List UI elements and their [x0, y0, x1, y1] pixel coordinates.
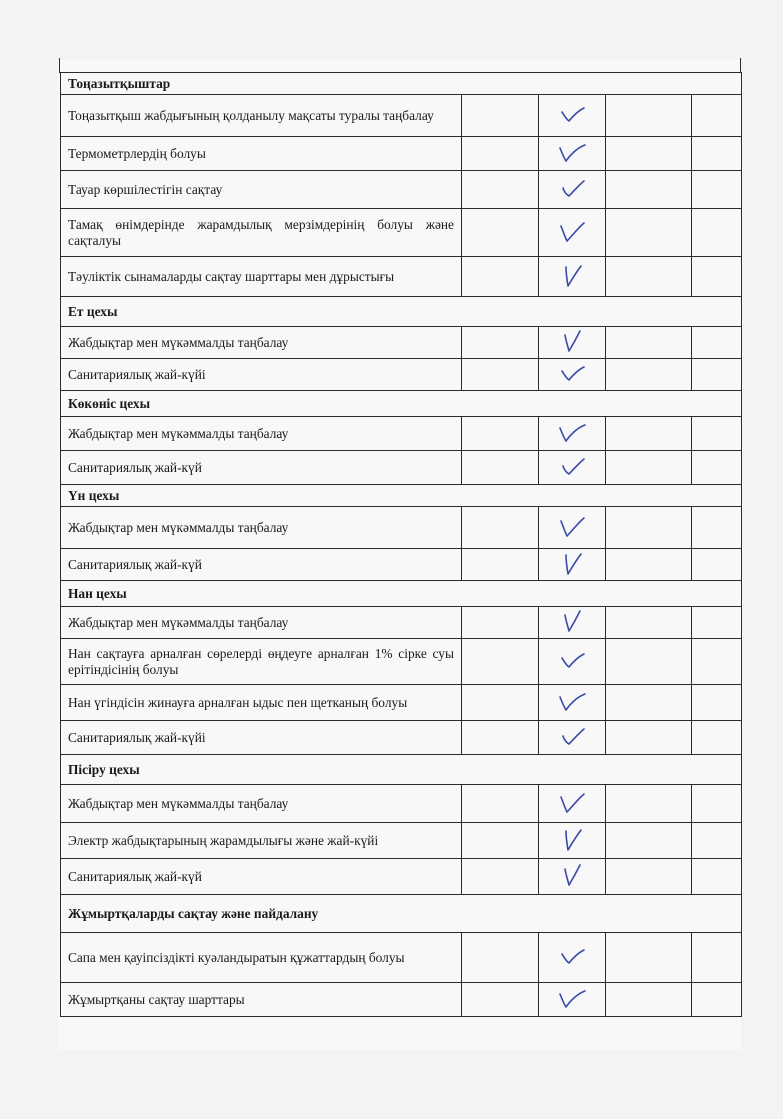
- response-cell-blank[interactable]: [692, 451, 742, 485]
- response-cell-blank[interactable]: [606, 95, 692, 137]
- row-label: Санитариялық жай-күй: [61, 549, 462, 581]
- response-cell-check[interactable]: [539, 823, 606, 859]
- response-cell-blank[interactable]: [606, 933, 692, 983]
- response-cell-blank[interactable]: [692, 983, 742, 1017]
- checkmark-icon: [557, 103, 587, 129]
- table-row: [61, 507, 742, 549]
- row-label: Жабдықтар мен мүкәммалды таңбалау: [61, 327, 462, 359]
- response-cell-check[interactable]: [539, 933, 606, 983]
- row-label: Санитариялық жай-күй: [61, 859, 462, 895]
- section-header-row: [61, 485, 742, 507]
- response-cell-blank[interactable]: [692, 327, 742, 359]
- response-cell-blank[interactable]: [692, 171, 742, 209]
- section-title: Үн цехы: [61, 485, 742, 507]
- checkmark-icon: [557, 725, 587, 751]
- checkmark-icon: [557, 330, 587, 356]
- section-title: Ет цехы: [61, 297, 742, 327]
- response-cell-blank[interactable]: [606, 507, 692, 549]
- response-cell-check[interactable]: [539, 327, 606, 359]
- table-row: [61, 685, 742, 721]
- table-row: [61, 359, 742, 391]
- response-cell-check[interactable]: [539, 639, 606, 685]
- response-cell-check[interactable]: [539, 171, 606, 209]
- response-cell-blank[interactable]: [462, 639, 539, 685]
- section-title: Көкөніс цехы: [61, 391, 742, 417]
- response-cell-blank[interactable]: [462, 607, 539, 639]
- section-title: Тоңазытқыштар: [61, 73, 742, 95]
- response-cell-blank[interactable]: [606, 171, 692, 209]
- response-cell-blank[interactable]: [606, 823, 692, 859]
- section-header-row: [61, 755, 742, 785]
- section-header-row: [61, 73, 742, 95]
- table-row: [61, 209, 742, 257]
- row-label: Санитариялық жай-күйі: [61, 721, 462, 755]
- response-cell-check[interactable]: [539, 95, 606, 137]
- row-label: Тәуліктік сынамаларды сақтау шарттары мен дұрыстығы: [61, 257, 462, 297]
- response-cell-blank[interactable]: [462, 721, 539, 755]
- section-header-row: [61, 297, 742, 327]
- checkmark-icon: [557, 552, 587, 578]
- row-label: Санитариялық жай-күйі: [61, 359, 462, 391]
- row-label: Жабдықтар мен мүкәммалды таңбалау: [61, 417, 462, 451]
- response-cell-blank[interactable]: [606, 685, 692, 721]
- checkmark-icon: [557, 610, 587, 636]
- response-cell-check[interactable]: [539, 859, 606, 895]
- response-cell-blank[interactable]: [692, 639, 742, 685]
- row-label: Нан сақтауға арналған сөрелерді өңдеуге арналған 1% сірке суы ерітіндісінің болуы: [61, 639, 462, 685]
- table-row: [61, 549, 742, 581]
- checkmark-icon: [557, 362, 587, 388]
- table-row: [61, 327, 742, 359]
- checkmark-icon: [557, 141, 587, 167]
- response-cell-check[interactable]: [539, 209, 606, 257]
- row-label: Жабдықтар мен мүкәммалды таңбалау: [61, 607, 462, 639]
- response-cell-blank[interactable]: [462, 417, 539, 451]
- response-cell-blank[interactable]: [462, 257, 539, 297]
- response-cell-blank[interactable]: [462, 859, 539, 895]
- table-row: [61, 137, 742, 171]
- table-row: [61, 933, 742, 983]
- section-title: Пісіру цехы: [61, 755, 742, 785]
- checkmark-icon: [557, 177, 587, 203]
- response-cell-check[interactable]: [539, 685, 606, 721]
- response-cell-check[interactable]: [539, 417, 606, 451]
- table-top-left-stub: [59, 58, 60, 73]
- row-label: Термометрлердің болуы: [61, 137, 462, 171]
- response-cell-check[interactable]: [539, 451, 606, 485]
- response-cell-blank[interactable]: [462, 933, 539, 983]
- response-cell-blank[interactable]: [692, 721, 742, 755]
- row-label: Жабдықтар мен мүкәммалды таңбалау: [61, 785, 462, 823]
- table-row: [61, 95, 742, 137]
- table-row: [61, 823, 742, 859]
- row-label: Санитариялық жай-күй: [61, 451, 462, 485]
- response-cell-blank[interactable]: [462, 171, 539, 209]
- section-header-row: [61, 895, 742, 933]
- row-label: Нан үгіндісін жинауға арналған ыдыс пен щетканың болуы: [61, 685, 462, 721]
- response-cell-blank[interactable]: [606, 359, 692, 391]
- response-cell-blank[interactable]: [606, 983, 692, 1017]
- table-top-right-stub: [740, 58, 741, 73]
- checkmark-icon: [557, 455, 587, 481]
- response-cell-blank[interactable]: [606, 859, 692, 895]
- checkmark-icon: [557, 945, 587, 971]
- response-cell-blank[interactable]: [606, 721, 692, 755]
- response-cell-blank[interactable]: [462, 685, 539, 721]
- response-cell-check[interactable]: [539, 607, 606, 639]
- section-title: Нан цехы: [61, 581, 742, 607]
- response-cell-blank[interactable]: [692, 257, 742, 297]
- checkmark-icon: [557, 421, 587, 447]
- checkmark-icon: [557, 649, 587, 675]
- response-cell-blank[interactable]: [606, 639, 692, 685]
- response-cell-check[interactable]: [539, 549, 606, 581]
- response-cell-blank[interactable]: [606, 417, 692, 451]
- checkmark-icon: [557, 828, 587, 854]
- row-label: Тоңазытқыш жабдығының қолданылу мақсаты туралы таңбалау: [61, 95, 462, 137]
- section-title: Жұмыртқаларды сақтау және пайдалану: [61, 895, 742, 933]
- response-cell-blank[interactable]: [462, 327, 539, 359]
- checkmark-icon: [557, 220, 587, 246]
- response-cell-blank[interactable]: [606, 607, 692, 639]
- section-header-row: [61, 581, 742, 607]
- response-cell-blank[interactable]: [606, 257, 692, 297]
- section-header-row: [61, 391, 742, 417]
- response-cell-blank[interactable]: [692, 137, 742, 171]
- row-label: Жабдықтар мен мүкәммалды таңбалау: [61, 507, 462, 549]
- response-cell-blank[interactable]: [692, 685, 742, 721]
- inspection-checklist-table: [60, 72, 742, 1017]
- response-cell-blank[interactable]: [462, 507, 539, 549]
- row-label: Электр жабдықтарының жарамдылығы және жай-күйі: [61, 823, 462, 859]
- checkmark-icon: [557, 987, 587, 1013]
- table-row: [61, 607, 742, 639]
- response-cell-blank[interactable]: [692, 507, 742, 549]
- response-cell-check[interactable]: [539, 257, 606, 297]
- table-row: [61, 451, 742, 485]
- response-cell-blank[interactable]: [692, 95, 742, 137]
- response-cell-check[interactable]: [539, 359, 606, 391]
- table-row: [61, 859, 742, 895]
- response-cell-blank[interactable]: [462, 785, 539, 823]
- response-cell-blank[interactable]: [692, 359, 742, 391]
- response-cell-blank[interactable]: [462, 95, 539, 137]
- table-row: [61, 721, 742, 755]
- response-cell-blank[interactable]: [692, 607, 742, 639]
- table-row: [61, 417, 742, 451]
- response-cell-blank[interactable]: [462, 209, 539, 257]
- checkmark-icon: [557, 791, 587, 817]
- response-cell-blank[interactable]: [462, 137, 539, 171]
- row-label: Сапа мен қауіпсіздікті куәландыратын құжаттардың болуы: [61, 933, 462, 983]
- table-row: [61, 257, 742, 297]
- response-cell-check[interactable]: [539, 983, 606, 1017]
- response-cell-blank[interactable]: [462, 451, 539, 485]
- checkmark-icon: [557, 864, 587, 890]
- response-cell-blank[interactable]: [692, 859, 742, 895]
- response-cell-check[interactable]: [539, 507, 606, 549]
- response-cell-blank[interactable]: [462, 983, 539, 1017]
- response-cell-check[interactable]: [539, 721, 606, 755]
- checkmark-icon: [557, 690, 587, 716]
- response-cell-blank[interactable]: [692, 549, 742, 581]
- checkmark-icon: [557, 264, 587, 290]
- table-row: [61, 639, 742, 685]
- response-cell-blank[interactable]: [692, 933, 742, 983]
- response-cell-blank[interactable]: [692, 417, 742, 451]
- checkmark-icon: [557, 515, 587, 541]
- response-cell-blank[interactable]: [462, 549, 539, 581]
- row-label: Тауар көршілестігін сақтау: [61, 171, 462, 209]
- response-cell-blank[interactable]: [462, 823, 539, 859]
- row-label: Тамақ өнімдерінде жарамдылық мерзімдерінің болуы және сақталуы: [61, 209, 462, 257]
- row-label: Жұмыртқаны сақтау шарттары: [61, 983, 462, 1017]
- response-cell-check[interactable]: [539, 785, 606, 823]
- response-cell-blank[interactable]: [606, 451, 692, 485]
- table-row: [61, 983, 742, 1017]
- response-cell-blank[interactable]: [606, 327, 692, 359]
- response-cell-blank[interactable]: [692, 209, 742, 257]
- response-cell-blank[interactable]: [606, 549, 692, 581]
- table-row: [61, 785, 742, 823]
- response-cell-blank[interactable]: [606, 209, 692, 257]
- table-row: [61, 171, 742, 209]
- response-cell-blank[interactable]: [692, 823, 742, 859]
- response-cell-check[interactable]: [539, 137, 606, 171]
- response-cell-blank[interactable]: [606, 137, 692, 171]
- response-cell-blank[interactable]: [462, 359, 539, 391]
- response-cell-blank[interactable]: [692, 785, 742, 823]
- response-cell-blank[interactable]: [606, 785, 692, 823]
